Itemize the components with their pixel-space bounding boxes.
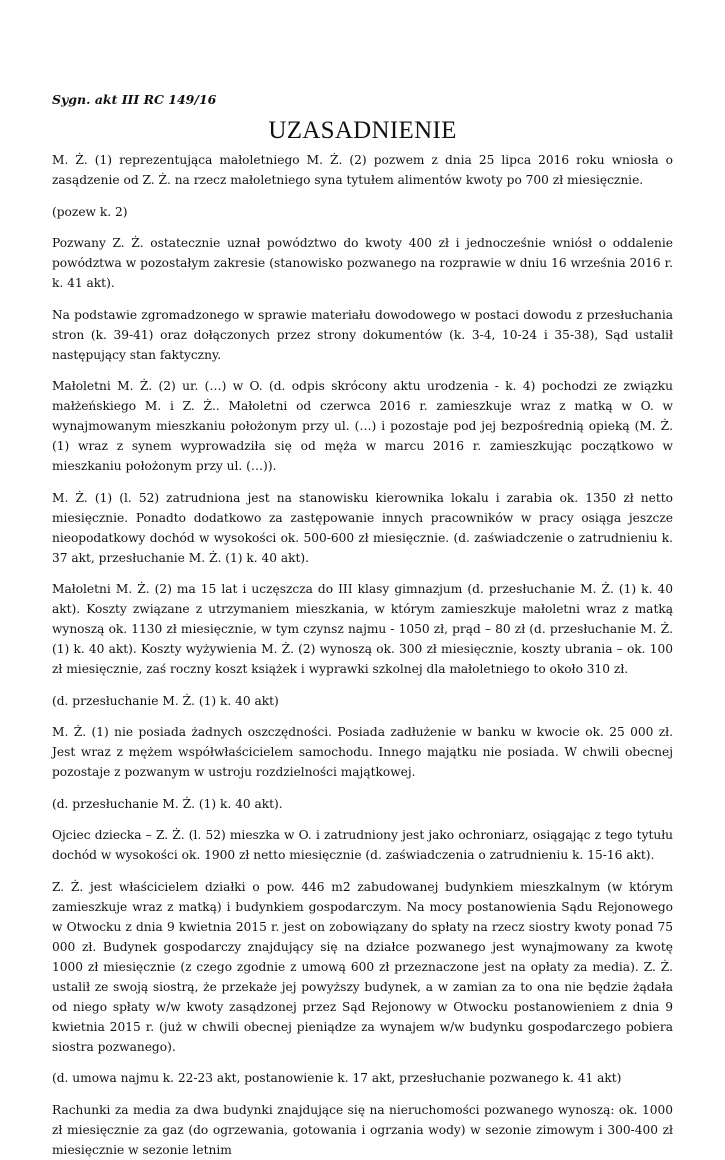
paragraph: Na podstawie zgromadzonego w sprawie materiału dowodowego w postaci dowodu z przesłuchania stron (k. 39-41) oraz dołączonych przez strony dokumentów (k. 3-4, 10-24 i 35-38), Sąd ustalił następujący stan faktyczny. — [52, 307, 673, 362]
paragraph: (d. umowa najmu k. 22-23 akt, postanowienie k. 17 akt, przesłuchanie pozwanego k. 41 akt) — [52, 1071, 622, 1085]
document-title: UZASADNIENIE — [268, 117, 457, 144]
paragraph: Z. Ż. jest właścicielem działki o pow. 446 m2 zabudowanej budynkiem mieszkalnym (w którym zamieszkuje wraz z matką) i budynkiem gospodarczym. Na mocy postanowienia Sądu Rejonowego w Otwocku z dnia 9 kwietnia 2015 r. jest on zobowiązany do spłaty na rzecz siostry kwoty ponad 75 000 zł. Budynek gospodarczy znajdujący się na działce pozwanego jest wynajmowany za kwotę 1000 zł miesięcznie (z czego zgodnie z umową 600 zł przeznaczone jest na opłaty za media). Z. Ż. ustalił ze swoją siostrą, że przekaże jej powyższy budynek, a w zamian za to ona nie będzie żądała od niego spłaty w/w kwoty zasądzonej przez Sąd Rejonowy w Otwocku postanowieniem z dnia 9 kwietnia 2015 r. (już w chwili obecnej pieniądze za wynajem w/w budynku gospodarczego pobiera siostra pozwanego). — [52, 879, 673, 1054]
paragraph: Pozwany Z. Ż. ostatecznie uznał powództwo do kwoty 400 zł i jednocześnie wniósł o oddalenie powództwa w pozostałym zakresie (stanowisko pozwanego na rozprawie w dniu 16 września 2016 r. k. 41 akt). — [52, 236, 673, 290]
paragraph: Rachunki za media za dwa budynki znajdujące się na nieruchomości pozwanego wynoszą: ok. 1000 zł miesięcznie za gaz (do ogrzewania, gotowania i ogrzania wody) w sezonie zimowym i 300-400 zł miesięcznie w sezonie letnim — [52, 1102, 673, 1157]
paragraph: (pozew k. 2) — [52, 204, 128, 219]
paragraph: (d. przesłuchanie M. Ż. (1) k. 40 akt) — [52, 693, 279, 708]
paragraph: (d. przesłuchanie M. Ż. (1) k. 40 akt). — [52, 796, 283, 811]
paragraph: M. Ż. (1) nie posiada żadnych oszczędności. Posiada zadłużenie w banku w kwocie ok. 25 000 zł. Jest wraz z mężem współwłaścicielem samochodu. Innego majątku nie posiada. W chwili obecnej pozostaje z pozwanym w ustroju rozdzielności majątkowej. — [52, 725, 673, 779]
paragraph: M. Ż. (1) (l. 52) zatrudniona jest na stanowisku kierownika lokalu i zarabia ok. 1350 zł netto miesięcznie. Ponadto dodatkowo za zastępowanie innych pracowników w pracy osiąga jeszcze nieopodatkowy dochód w wysokości ok. 500-600 zł miesięcznie. (d. zaświadczenie o zatrudnieniu k. 37 akt, przesłuchanie M. Ż. (1) k. 40 akt). — [52, 490, 673, 565]
paragraph: M. Ż. (1) reprezentująca małoletniego M. Ż. (2) pozwem z dnia 25 lipca 2016 roku wniosła o zasądzenie od Z. Ż. na rzecz małoletniego syna tytułem alimentów kwoty po 700 zł miesięcznie. — [52, 153, 673, 187]
paragraph: Małoletni M. Ż. (2) ma 15 lat i uczęszcza do III klasy gimnazjum (d. przesłuchanie M. Ż. (1) k. 40 akt). Koszty związane z utrzymaniem mieszkania, w którym zamieszkuje małoletni wraz z matką wynoszą ok. 1130 zł miesięcznie, w tym czynsz najmu - 1050 zł, prąd – 80 zł (d. przesłuchanie M. Ż. (1) k. 40 akt). Koszty wyżywienia M. Ż. (2) wynoszą ok. 300 zł miesięcznie, koszty ubrania – ok. 100 zł miesięcznie, zaś roczny koszt książek i wyprawki szkolnej dla małoletniego to około 310 zł. — [52, 582, 673, 676]
case-number: Sygn. akt III RC 149/16 — [52, 92, 217, 107]
paragraph: Małoletni M. Ż. (2) ur. (…) w O. (d. odpis skrócony aktu urodzenia - k. 4) pochodzi ze związku małżeńskiego M. i Z. Ż.. Małoletni od czerwca 2016 r. zamieszkuje wraz z matką w O. w wynajmowanym mieszkaniu położonym przy ul. (…) i pozostaje pod jej bezpośrednią opieką (M. Ż. (1) wraz z synem wyprowadziła się od męża w marcu 2016 r. zamieszkując początkowo w mieszkaniu położonym przy ul. (…)). — [52, 379, 673, 473]
paragraph: Ojciec dziecka – Z. Ż. (l. 52) mieszka w O. i zatrudniony jest jako ochroniarz, osiągając z tego tytułu dochód w wysokości ok. 1900 zł netto miesięcznie (d. zaświadczenia o zatrudnieniu k. 15-16 akt). — [52, 828, 673, 862]
